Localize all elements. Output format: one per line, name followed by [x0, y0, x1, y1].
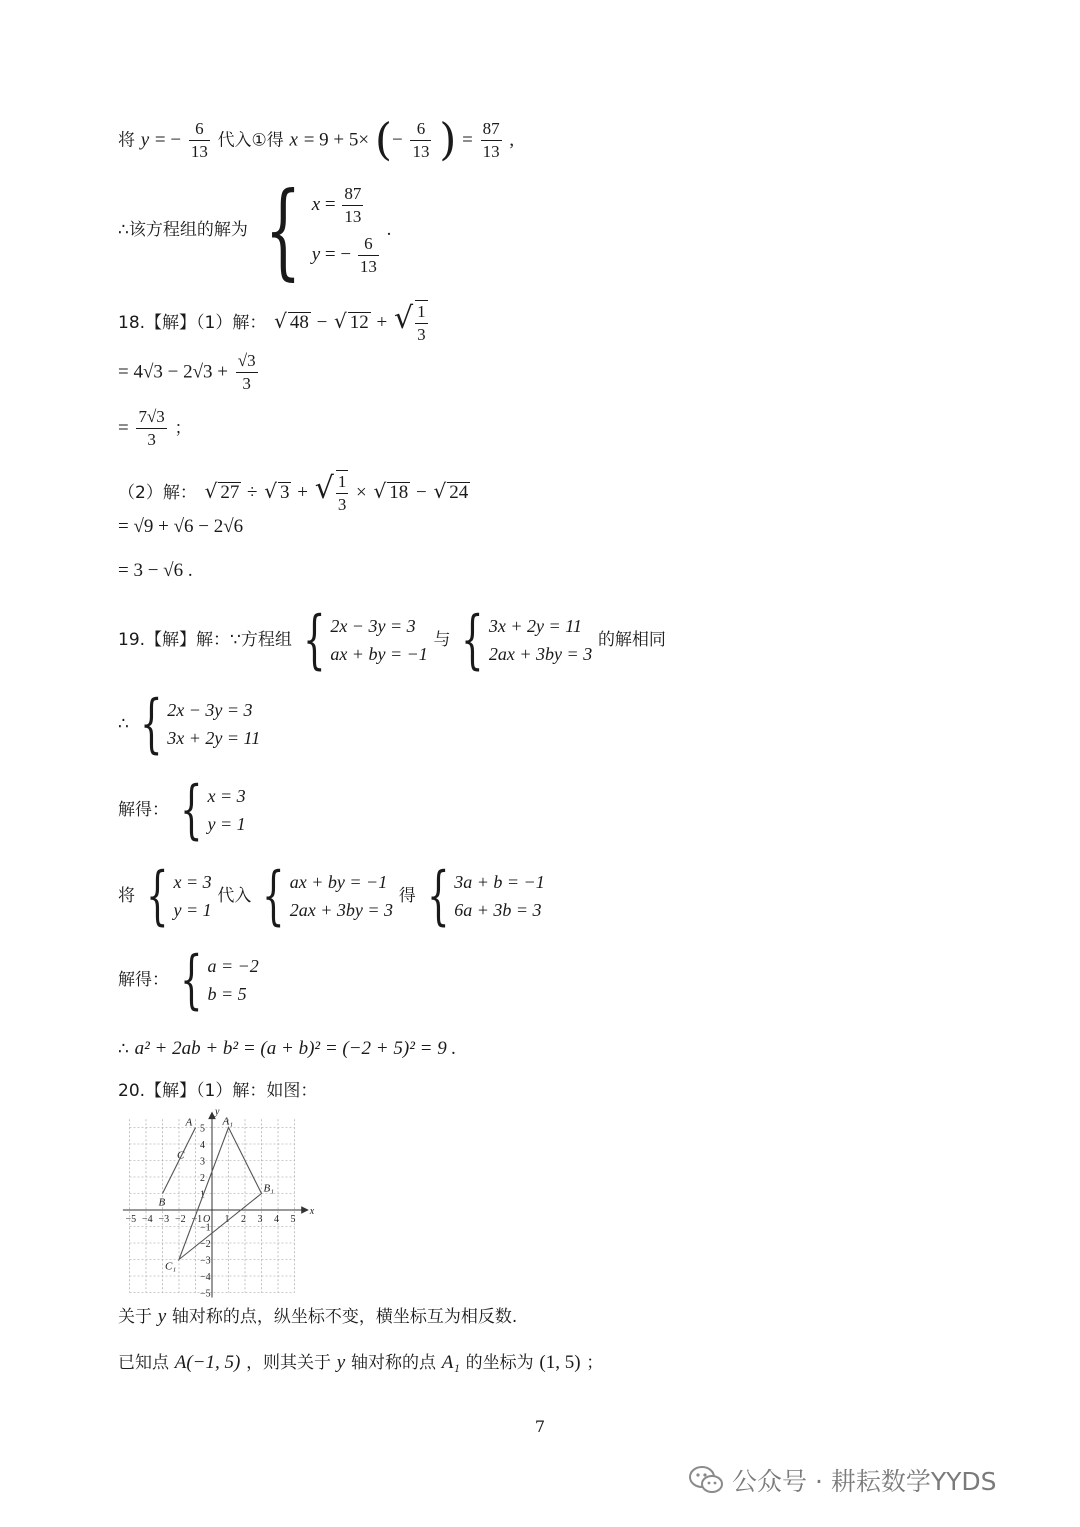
system-brace: { x = $\frac{87}{13}$ y = − $\frac{6}{13}$ [264, 169, 377, 291]
x-tick-label: −2 [175, 1214, 186, 1225]
x-tick-label: −5 [125, 1214, 137, 1225]
question-label: 18.【解】（1）解： [118, 313, 267, 333]
q18-part2: （2）解： √ 27 ÷ √ 3 + √ $\frac{1}{3}$ × √ 18 − √ 24 [118, 471, 469, 514]
y-tick-label: 5 [200, 1123, 205, 1135]
x-tick-label: 4 [274, 1214, 279, 1225]
label-A1: A₁ [222, 1115, 234, 1128]
q20-head: 20.【解】（1）解：如图： [118, 1081, 318, 1101]
x-tick-label: 5 [290, 1214, 296, 1225]
x-tick-label: 2 [241, 1214, 246, 1225]
y-tick-label: −3 [200, 1255, 211, 1267]
q18-step1: = 4√3 − 2√3 + $\frac{√3}{3}$ [118, 351, 256, 393]
x-tick-label: 3 [257, 1214, 263, 1225]
solve-step-substitute-y: 将 y = − $\frac{6}{13}$ 代入①得 x = 9 + 5× (− $\frac{6}{13}$ ) = $\frac{87}{13}$ , [118, 114, 515, 166]
known-point: 已知点 A(−1, 5) ，则其关于 y 轴对称的点 A₁ 的坐标为 (1, 5) ； [118, 1352, 604, 1373]
y-tick-label: 3 [200, 1156, 205, 1168]
right-paren: ) [439, 114, 457, 166]
label-B: B [158, 1196, 166, 1209]
coordinate-graph [116, 1108, 326, 1298]
y-tick-label: −1 [200, 1222, 211, 1234]
equals-neg: = − [154, 129, 182, 151]
fraction-87-13: $\frac{87}{13}$ [482, 119, 500, 161]
y-axis-label: y [215, 1108, 220, 1118]
x-tick-label: −4 [142, 1214, 153, 1225]
label-B1: B₁ [263, 1182, 275, 1195]
var-y: y [140, 129, 150, 151]
q18-step3: = √9 + √6 − 2√6 [118, 516, 244, 537]
watermark [688, 1462, 997, 1498]
x-tick-label: −1 [191, 1214, 203, 1225]
y-tick-label: 4 [200, 1140, 205, 1151]
var-x: x [289, 129, 298, 151]
fraction-6-13: $\frac{6}{13}$ [412, 119, 430, 161]
page-number: 7 [534, 1417, 546, 1436]
x-tick-label: −3 [158, 1214, 170, 1225]
x-arrow [302, 1207, 308, 1213]
q19-solve2: 解得： { a = −2 b = 5 [118, 943, 259, 1017]
question-label: 19.【解】解：∵方程组 [118, 630, 292, 650]
label-C: C [177, 1149, 185, 1162]
y-tick-label: 1 [200, 1189, 205, 1201]
text: 代入①得 [217, 130, 284, 151]
origin-label: O [203, 1214, 211, 1225]
fraction-neg6-13: $\frac{6}{13}$ [190, 119, 208, 161]
sym-rule: 关于 y 轴对称的点，纵坐标不变，横坐标互为相反数. [118, 1306, 518, 1327]
wechat-icon [688, 1465, 724, 1495]
y-tick-label: 2 [200, 1173, 205, 1184]
q19-solve1: 解得： { x = 3 y = 1 [118, 773, 246, 847]
label-C1: C₁ [165, 1260, 177, 1273]
q19-final: ∴ a² + 2ab + b² = (a + b)² = (−2 + 5)² = 9 . [118, 1038, 457, 1059]
expr: = 9 + 5× [303, 129, 370, 151]
q19-system: ∴ { 2x − 3y = 3 3x + 2y = 11 [118, 687, 261, 761]
q18-step2: = $\frac{7√3}{3}$ ； [118, 407, 192, 449]
y-tick-label: −4 [200, 1272, 211, 1283]
y-tick-label: −5 [200, 1288, 211, 1298]
watermark-text: 公众号 · 耕耘数学YYDS [732, 1467, 997, 1496]
x-tick-label: 1 [224, 1214, 230, 1225]
text: 将 [118, 130, 135, 151]
q19-head: 19.【解】解：∵方程组 { 2x − 3y = 3 ax + by = −1 与 { 3x + 2y = 11 2ax + 3by = 3 的解相同 [118, 603, 666, 677]
equals: = [462, 129, 473, 151]
q18-part1: 18.【解】（1）解： √ 48 − √ 12 + √ $\frac{1}{3}$ [118, 301, 426, 344]
q18-step4: = 3 − √6 . [118, 560, 193, 581]
x-axis-label: x [309, 1206, 315, 1217]
solution-system: ∴该方程组的解为 { x = $\frac{87}{13}$ y = − $\frac{6}{13}$ . [118, 169, 392, 291]
label-A: A [185, 1116, 193, 1129]
text: ∴该方程组的解为 [118, 220, 248, 240]
question-label: （2）解： [118, 483, 197, 503]
left-paren: ( [374, 114, 393, 166]
y-tick-label: −2 [200, 1239, 211, 1250]
q19-substitute: 将 { x = 3 y = 1 代入 { ax + by = −1 2ax + 3by = 3 得 { 3a + b = −1 6a + 3b = 3 [118, 859, 545, 933]
